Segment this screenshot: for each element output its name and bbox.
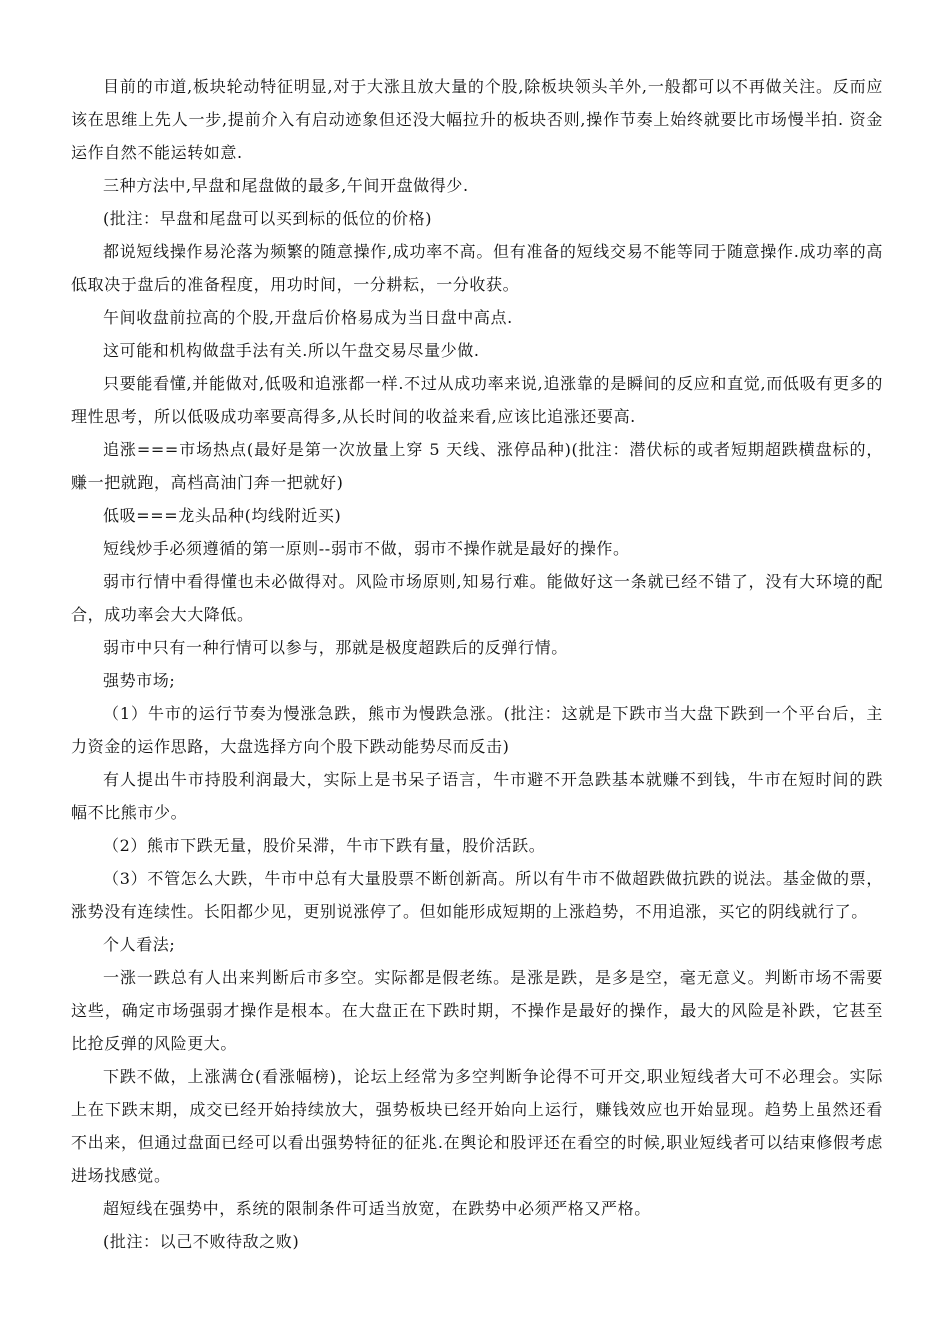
paragraph-oversold-rebound: 弱市中只有一种行情可以参与，那就是极度超跌后的反弹行情。 — [103, 638, 568, 657]
paragraph-personal-view-heading: 个人看法; — [103, 935, 176, 954]
paragraph-midday-high: 午间收盘前拉高的个股,开盘后价格易成为当日盘中高点. — [103, 308, 513, 327]
paragraph-low-buy-leader: 低吸===龙头品种(均线附近买) — [103, 506, 342, 525]
paragraph-annotation-low-price: (批注：早盘和尾盘可以买到标的低位的价格) — [103, 209, 433, 228]
paragraph-point-2: （2）熊市下跌无量，股价呆滞，牛市下跌有量，股价活跃。 — [103, 836, 546, 855]
paragraph-point-3: （3）不管怎么大跌，牛市中总有大量股票不断创新高。所以有牛市不做超跌做抗跌的说法。基金做的票，涨势没有连续性。长阳都少见，更别说涨停了。但如能形成短期的上涨趋势，不用追涨，买它的阴线就行了。 — [71, 869, 883, 921]
paragraph-down-no-trade: 下跌不做，上涨满仓(看涨幅榜)，论坛上经常为多空判断争论得不可开交,职业短线者大可不必理会。实际上在下跌末期，成交已经开始持续放大，强势板块已经开始向上运行，赚钱效应也开始显现。趋势上虽然还看不出来，但通过盘面已经可以看出强势特征的征兆.在舆论和股评还在看空的时候,职业短线者可以结束修假考虑进场找感觉。 — [71, 1067, 883, 1185]
paragraph-annotation-final: (批注：以己不败待敌之败) — [103, 1232, 300, 1251]
paragraph-bull-market-holding: 有人提出牛市持股利润最大，实际上是书呆子语言，牛市避不开急跌基本就赚不到钱，牛市在短时间的跌幅不比熊市少。 — [71, 770, 883, 822]
paragraph-chase-hot-spot: 追涨===市场热点(最好是第一次放量上穿 5 天线、涨停品种)(批注：潜伏标的或者短期超跌横盘标的，赚一把就跑，高档高油门奔一把就好) — [71, 440, 883, 492]
paragraph-short-term-success-rate: 都说短线操作易沦落为频繁的随意操作,成功率不高。但有准备的短线交易不能等同于随意操作.成功率的高低取决于盘后的准备程度，用功时间，一分耕耘，一分收获。 — [71, 242, 883, 294]
paragraph-point-1: （1）牛市的运行节奏为慢涨急跌，熊市为慢跌急涨。(批注：这就是下跌市当大盘下跌到一个平台后，主力资金的运作思路，大盘选择方向个股下跌动能势尽而反击) — [71, 704, 883, 756]
paragraph-weak-market: 弱市行情中看得懂也未必做得对。风险市场原则,知易行难。能做好这一条就已经不错了，没有大环境的配合，成功率会大大降低。 — [71, 572, 883, 624]
paragraph-strong-market-heading: 强势市场; — [103, 671, 176, 690]
paragraph-three-methods: 三种方法中,早盘和尾盘做的最多,午间开盘做得少. — [103, 176, 469, 195]
paragraph-ultra-short: 超短线在强势中，系统的限制条件可适当放宽，在跌势中必须严格又严格。 — [103, 1199, 651, 1218]
paragraph-low-buy-vs-chase: 只要能看懂,并能做对,低吸和追涨都一样.不过从成功率来说,追涨靠的是瞬间的反应和直觉,而低吸有更多的理性思考，所以低吸成功率要高得多,从长时间的收益来看,应该比追涨还要高. — [71, 374, 883, 426]
document-body — [71, 70, 883, 1258]
paragraph-institution-technique: 这可能和机构做盘手法有关.所以午盘交易尽量少做. — [103, 341, 480, 360]
paragraph-first-principle: 短线炒手必须遵循的第一原则--弱市不做，弱市不操作就是最好的操作。 — [103, 539, 630, 558]
paragraph-market-judgement: 一涨一跌总有人出来判断后市多空。实际都是假老练。是涨是跌，是多是空，毫无意义。判断市场不需要这些，确定市场强弱才操作是根本。在大盘正在下跌时期，不操作是最好的操作，最大的风险是补跌，它甚至比抢反弹的风险更大。 — [71, 968, 883, 1053]
paragraph-sector-rotation: 目前的市道,板块轮动特征明显,对于大涨且放大量的个股,除板块领头羊外,一般都可以不再做关注。反而应该在思维上先人一步,提前介入有启动迹象但还没大幅拉升的板块否则,操作节奏上始终就要比市场慢半拍. 资金运作自然不能运转如意. — [71, 77, 883, 162]
